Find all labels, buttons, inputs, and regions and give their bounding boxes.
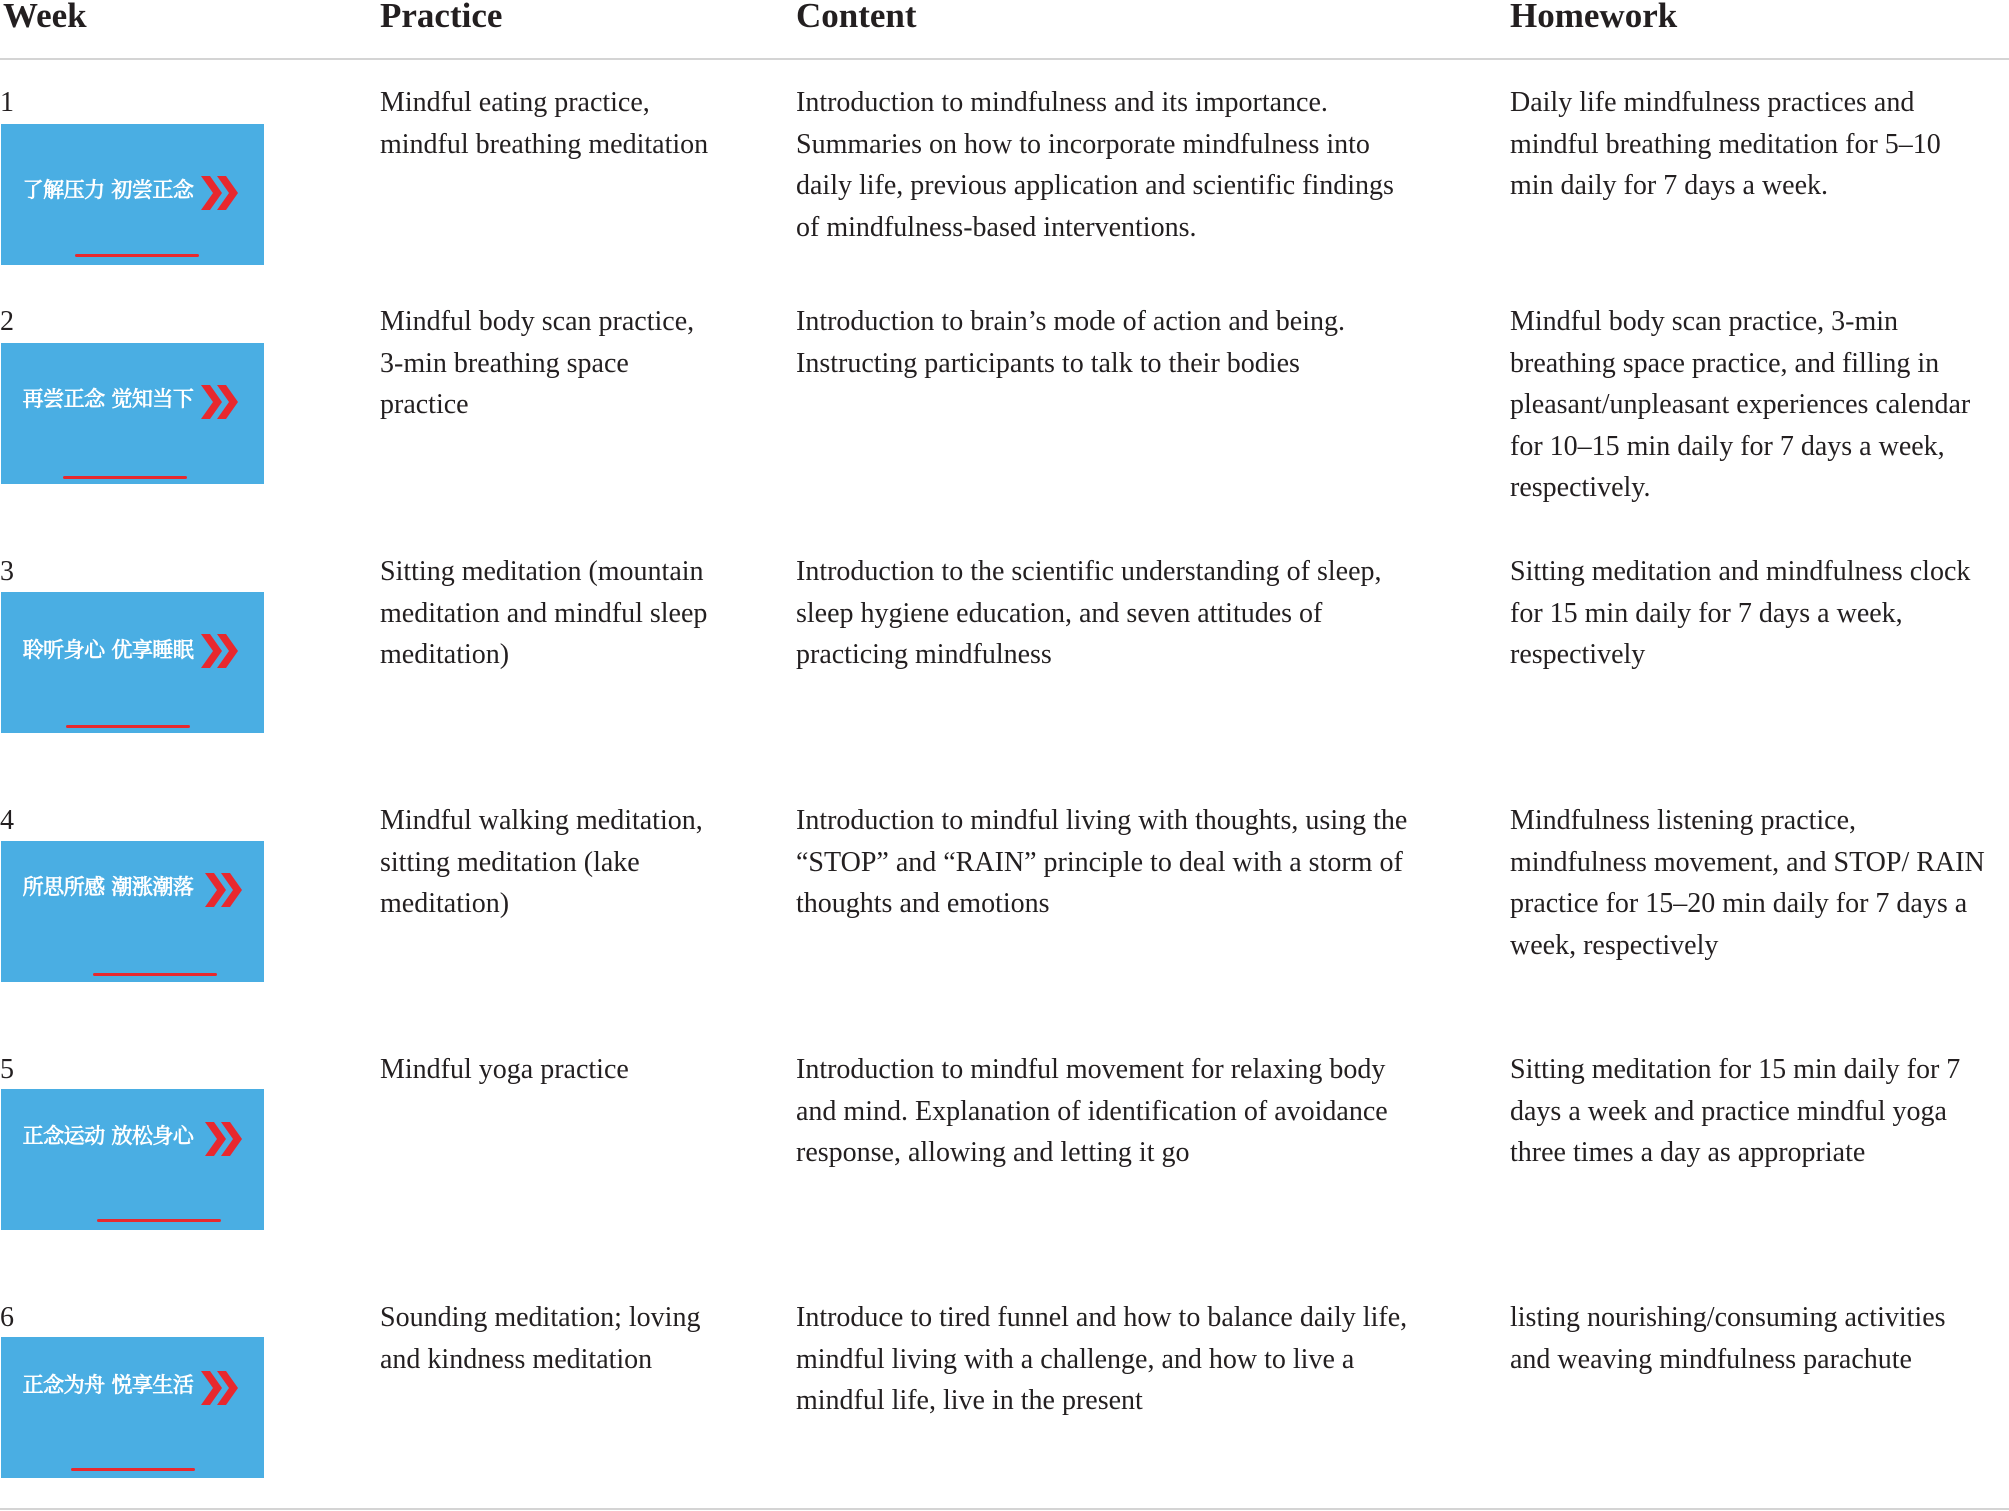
week-number: 5 <box>0 1054 14 1085</box>
week-banner <box>1 1089 264 1230</box>
practice-cell: Mindful eating practice, mindful breathing meditation <box>380 87 709 160</box>
content-cell: Introduce to tired funnel and how to balance daily life, mindful living with a challenge, and how to live a mindful life, live in the present <box>796 1302 1408 1416</box>
week-number: 6 <box>0 1302 14 1333</box>
homework-cell: Sitting meditation and mindfulness clock for 15 min daily for 7 days a week, respectively <box>1510 556 1971 670</box>
homework-cell: Sitting meditation for 15 min daily for 7 days a week and practice mindful yoga three times a day as appropriate <box>1510 1054 1961 1168</box>
week-banner <box>1 124 264 265</box>
content-cell: Introduction to mindful living with thoughts, using the “STOP” and “RAIN” principle to deal with a storm of thoughts and emotions <box>796 805 1408 919</box>
week-number: 2 <box>0 306 14 337</box>
practice-cell: Sitting meditation (mountain meditation and mindful sleep meditation) <box>380 556 708 670</box>
header-practice: Practice <box>380 0 503 35</box>
banner-title: 了解压力 初尝正念 <box>22 178 194 202</box>
content-cell: Introduction to brain’s mode of action and being. Instructing participants to talk to their bodies <box>796 306 1345 379</box>
banner-underline <box>97 1219 221 1222</box>
week-banner <box>1 592 264 733</box>
week-number: 4 <box>0 805 14 836</box>
table-header <box>0 0 2009 60</box>
banner-underline <box>63 476 187 479</box>
double-chevron-right-icon <box>201 1371 241 1405</box>
double-chevron-right-icon <box>201 385 241 419</box>
homework-cell: Mindful body scan practice, 3-min breathing space practice, and filling in pleasant/unpleasant experiences calendar for 10–15 min daily for 7 days a week, respectively. <box>1510 306 1971 503</box>
week-number: 3 <box>0 556 14 587</box>
banner-title: 正念为舟 悦享生活 <box>22 1373 194 1397</box>
content-cell: Introduction to mindfulness and its importance. Summaries on how to incorporate mindfulness into daily life, previous application and scientific findings of mindfulness-based interventions. <box>796 87 1394 243</box>
banner-underline <box>93 973 217 976</box>
homework-cell: listing nourishing/consuming activities and weaving mindfulness parachute <box>1510 1302 1946 1375</box>
double-chevron-right-icon <box>205 873 245 907</box>
week-banner <box>1 841 264 982</box>
header-homework: Homework <box>1510 0 1678 35</box>
banner-title: 再尝正念 觉知当下 <box>22 387 194 411</box>
header-content: Content <box>796 0 917 35</box>
banner-underline <box>71 1468 195 1471</box>
homework-cell: Mindfulness listening practice, mindfulness movement, and STOP/ RAIN practice for 15–20 min daily for 7 days a week, respectively <box>1510 805 1985 961</box>
banner-underline <box>75 254 199 257</box>
banner-underline <box>66 725 190 728</box>
practice-cell: Mindful yoga practice <box>380 1054 629 1085</box>
table-bottom-rule <box>0 1508 2009 1510</box>
double-chevron-right-icon <box>201 176 241 210</box>
week-banner <box>1 1337 264 1478</box>
double-chevron-right-icon <box>205 1122 245 1156</box>
practice-cell: Sounding meditation; loving and kindness meditation <box>380 1302 701 1375</box>
week-number: 1 <box>0 87 14 118</box>
content-cell: Introduction to mindful movement for relaxing body and mind. Explanation of identification of avoidance response, allowing and letting it go <box>796 1054 1388 1168</box>
banner-title: 正念运动 放松身心 <box>22 1124 194 1148</box>
content-cell: Introduction to the scientific understanding of sleep, sleep hygiene education, and seven attitudes of practicing mindfulness <box>796 556 1382 670</box>
homework-cell: Daily life mindfulness practices and mindful breathing meditation for 5–10 min daily for 7 days a week. <box>1510 87 1941 201</box>
banner-title: 聆听身心 优享睡眠 <box>22 638 194 662</box>
practice-cell: Mindful walking meditation, sitting meditation (lake meditation) <box>380 805 703 919</box>
header-week: Week <box>3 0 87 35</box>
practice-cell: Mindful body scan practice, 3-min breathing space practice <box>380 306 695 420</box>
week-banner <box>1 343 264 484</box>
banner-title: 所思所感 潮涨潮落 <box>22 875 194 899</box>
double-chevron-right-icon <box>201 634 241 668</box>
